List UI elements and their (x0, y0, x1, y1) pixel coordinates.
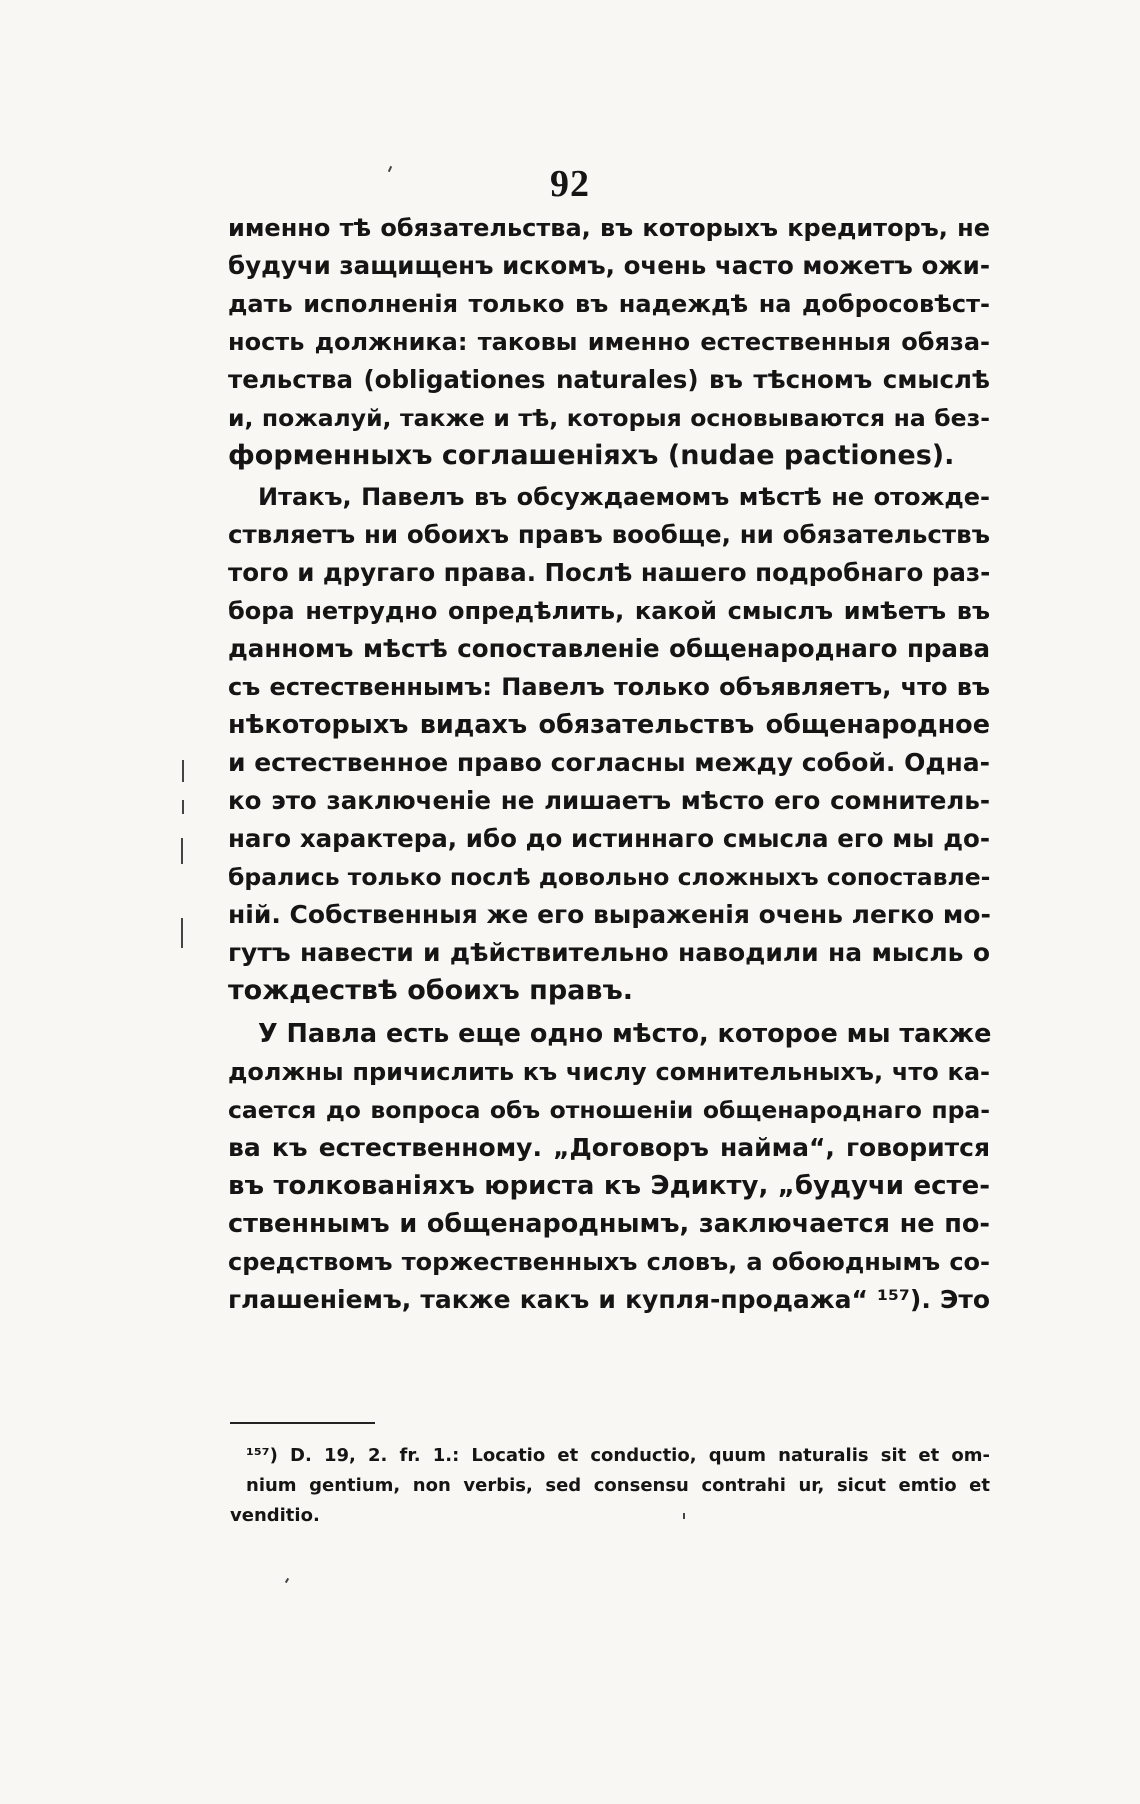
text-line: дать исполненія только въ надеждѣ на добросовѣст- (228, 290, 990, 318)
text-line: ва къ естественному. „Договоръ найма“, говорится (228, 1133, 990, 1162)
text-line: нѣкоторыхъ видахъ обязательствъ общенародное (228, 710, 990, 740)
text-line: данномъ мѣстѣ сопоставленіе общенароднаго права (228, 634, 990, 663)
scan-speck (182, 760, 184, 782)
text-line: Итакъ, Павелъ въ обсуждаемомъ мѣстѣ не отожде- (258, 483, 990, 511)
footnote-line: ¹⁵⁷) D. 19, 2. fr. 1.: Locatio et conductio, quum naturalis sit et om- (246, 1445, 990, 1466)
page-number: 92 (550, 163, 590, 205)
text-line: сается до вопроса объ отношеніи общенароднаго пра- (228, 1096, 990, 1124)
text-line: того и другаго права. Послѣ нашего подробнаго раз- (228, 558, 991, 587)
text-line: именно тѣ обязательства, въ которыхъ кредиторъ, не (228, 214, 990, 242)
scan-speck (182, 800, 184, 814)
footnote-line: venditio. (230, 1505, 320, 1526)
text-line: ко это заключеніе не лишаетъ мѣсто его сомнитель- (228, 786, 990, 815)
footnote-divider (230, 1422, 375, 1424)
text-line: наго характера, ибо до истиннаго смысла его мы до- (228, 824, 990, 853)
text-line: будучи защищенъ искомъ, очень часто можетъ ожи- (228, 251, 990, 280)
text-line: ность должника: таковы именно естественныя обяза- (228, 328, 990, 356)
scan-speck (285, 1578, 289, 1583)
text-line: и естественное право согласны между собой. Одна- (228, 748, 991, 777)
text-line: формeнныхъ соглашеніяхъ (nudae pactiones). (228, 440, 955, 471)
scan-speck (181, 838, 183, 864)
text-line: бора нетрудно опредѣлить, какой смыслъ имѣетъ въ (228, 597, 990, 625)
text-line: ній. Собственныя же его выраженія очень легко мо- (228, 900, 991, 929)
text-line: глашеніемъ, также какъ и купля-продажа“ ¹⁵⁷). Это (228, 1285, 990, 1314)
text-line: У Павла есть еще одно мѣсто, которое мы также (258, 1019, 992, 1049)
text-line: съ естественнымъ: Павелъ только объявляетъ, что въ (228, 673, 990, 701)
scan-speck (181, 918, 183, 948)
text-line: въ толкованіяхъ юриста къ Эдикту, „будучи есте- (228, 1171, 990, 1201)
text-line: ственнымъ и общенароднымъ, заключается не по- (228, 1209, 990, 1239)
text-line: и, пожалуй, также и тѣ, которыя основываются на без- (228, 404, 990, 432)
text-line: гутъ навести и дѣйствительно наводили на мысль о (228, 938, 990, 967)
text-line: брались только послѣ довольно сложныхъ сопоставле- (228, 863, 991, 891)
text-line: должны причислить къ числу сомнительныхъ, что ка- (228, 1058, 990, 1086)
scan-speck (683, 1513, 685, 1519)
text-line: средствомъ торжественныхъ словъ, а обоюднымъ со- (228, 1248, 990, 1276)
text-line: ствляетъ ни обоихъ правъ вообще, ни обязательствъ (228, 520, 990, 549)
text-line: тельства (obligationes naturales) въ тѣсномъ смыслѣ (228, 365, 990, 394)
text-line: тождествѣ обоихъ правъ. (228, 975, 633, 1006)
footnote-line: nium gentium, non verbis, sed consensu contrahi ur, sicut emtio et (246, 1475, 990, 1496)
